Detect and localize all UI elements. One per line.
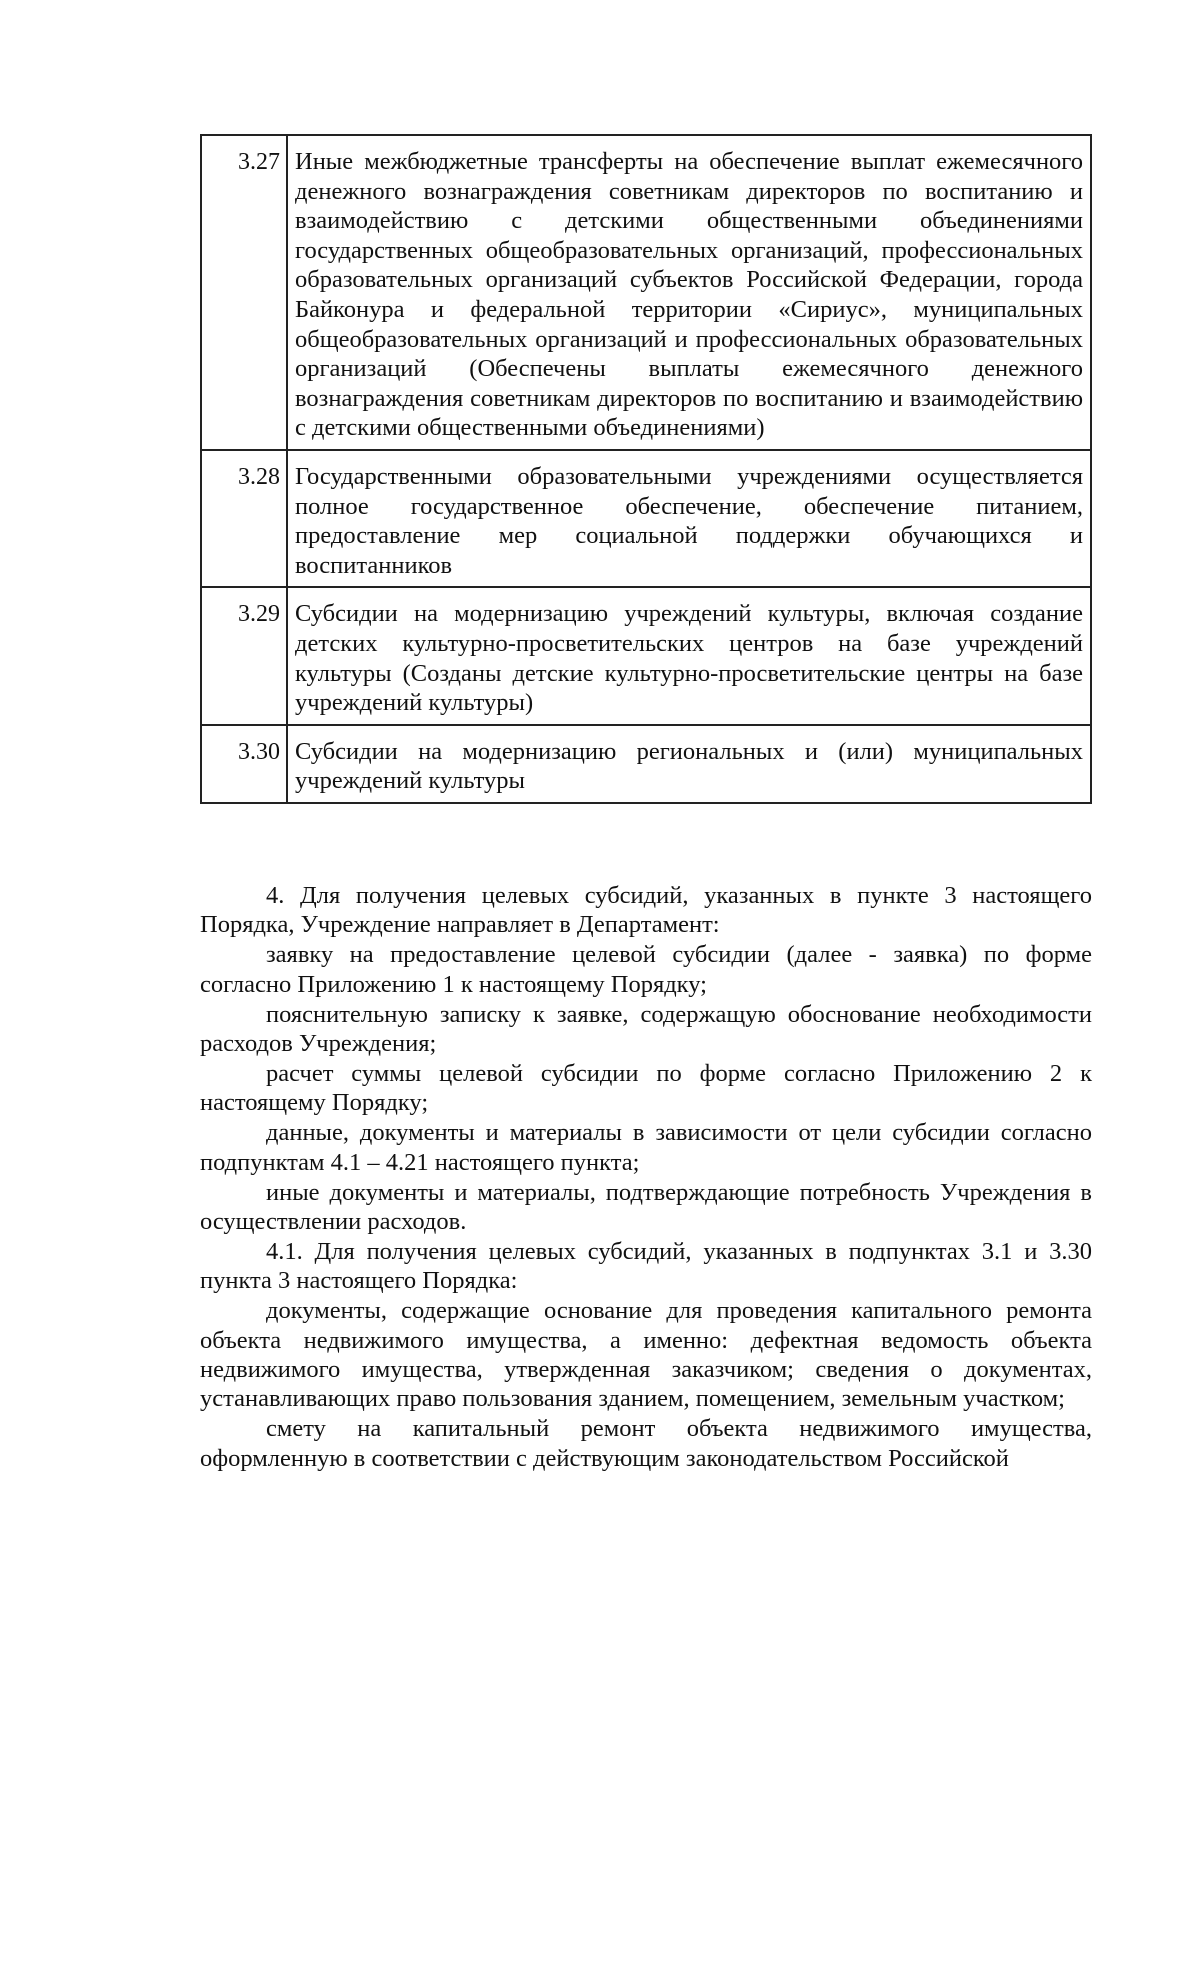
paragraph-other-documents: иные документы и материалы, подтверждающие потребность Учреждения в осуществлении расходов. (200, 1178, 1092, 1235)
row-text: Субсидии на модернизацию региональных и (или) муниципальных учреждений культуры (287, 725, 1091, 803)
paragraph-data-documents: данные, документы и материалы в зависимости от цели субсидии согласно подпунктам 4.1 – 4.21 настоящего пункта; (200, 1119, 1092, 1176)
row-number: 3.27 (201, 135, 287, 450)
table-row (201, 587, 1091, 724)
paragraph-calculation: расчет суммы целевой субсидии по форме согласно Приложению 2 к настоящему Порядку; (200, 1059, 1092, 1117)
paragraph-section-4-1: 4.1. Для получения целевых субсидий, указанных в подпунктах 3.1 и 3.30 пункта 3 настоящего Порядка: (200, 1237, 1092, 1295)
paragraph-application: заявку на предоставление целевой субсидии (далее - заявка) по форме согласно Приложению 1 к настоящему Порядку; (200, 941, 1092, 998)
paragraph-repair-estimate: смету на капитальный ремонт объекта недвижимого имущества, оформленную в соответствии с действующим законодательством Российской (200, 1415, 1092, 1472)
row-text: Субсидии на модернизацию учреждений культуры, включая создание детских культурно-просветительских центров на базе учреждений культуры (Созданы детские культурно-просветительские центры на базе учреждений культуры) (287, 587, 1091, 724)
row-text: Государственными образовательными учреждениями осуществляется полное государственное обеспечение, обеспечение питанием, предоставление мер социальной поддержки обучающихся и воспитанников (287, 450, 1091, 587)
table-row (201, 135, 1091, 450)
row-text: Иные межбюджетные трансферты на обеспечение выплат ежемесячного денежного вознаграждения советникам директоров по воспитанию и взаимодействию с детскими общественными объединениями государственных общеобразовательных организаций, профессиональных образовательных организаций субъектов Российской Федерации, города Байконура и федеральной территории «Сириус», муниципальных общеобразовательных организаций и профессиональных образовательных организаций (Обеспечены выплаты ежемесячного денежного вознаграждения советникам директоров по воспитанию и взаимодействию с детскими общественными объединениями) (287, 135, 1091, 450)
row-number: 3.29 (201, 587, 287, 724)
row-number: 3.28 (201, 450, 287, 587)
row-number: 3.30 (201, 725, 287, 803)
paragraph-repair-documents: документы, содержащие основание для проведения капитального ремонта объекта недвижимого имущества, а именно: дефектная ведомость объекта недвижимого имущества, утвержденная заказчиком; сведения о документах, устанавливающих право пользования зданием, помещением, земельным участком; (200, 1297, 1092, 1413)
table-row (201, 450, 1091, 587)
paragraph-section-4: 4. Для получения целевых субсидий, указанных в пункте 3 настоящего Порядка, Учреждение направляет в Департамент: (200, 882, 1092, 939)
table-row (201, 725, 1091, 803)
paragraph-explanatory-note: пояснительную записку к заявке, содержащую обоснование необходимости расходов Учреждения; (200, 1000, 1092, 1058)
body-text (200, 881, 1092, 1474)
subsidy-table (200, 134, 1092, 804)
